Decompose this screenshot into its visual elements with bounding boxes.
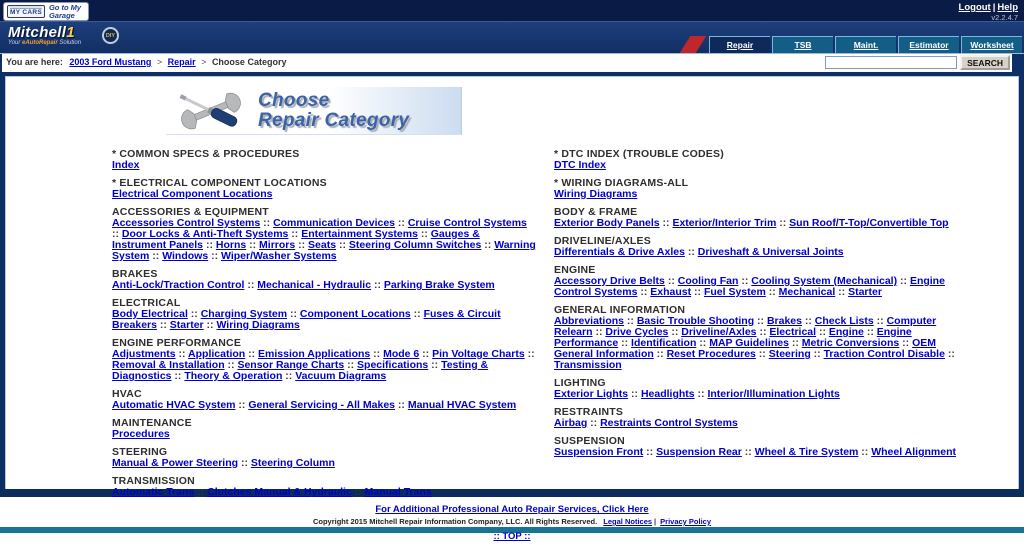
tab-label: Maint. — [853, 40, 879, 50]
category-link[interactable]: Manual Trans — [364, 486, 432, 498]
category-link[interactable]: Steering Column — [250, 457, 335, 469]
category-section — [112, 178, 536, 200]
category-links — [554, 316, 974, 371]
mitchell1-logo[interactable] — [8, 25, 81, 47]
link-separator: :: — [694, 388, 708, 400]
link-separator: :: — [260, 217, 274, 229]
category-link[interactable]: General Servicing - All Makes — [248, 399, 395, 411]
legal-notices-link[interactable]: Legal Notices — [603, 517, 653, 526]
logo-tagline: Your eAutoRepair Solution — [8, 40, 82, 46]
breadcrumb-item: Choose Category — [211, 57, 287, 67]
category-link[interactable]: Electrical — [769, 326, 817, 338]
category-section — [112, 207, 536, 262]
category-link[interactable]: Manual & Power Steering — [112, 457, 239, 469]
my-garage-button[interactable] — [3, 2, 89, 21]
category-link[interactable]: Cooling System (Mechanical) — [751, 275, 898, 287]
category-link[interactable]: Fuel System — [703, 286, 766, 298]
category-section — [554, 265, 974, 298]
category-link[interactable]: Wheel Alignment — [871, 446, 956, 458]
category-link[interactable]: Cruise Control Systems — [407, 217, 527, 229]
category-link[interactable]: Starter — [848, 286, 882, 298]
category-link[interactable]: Door Locks & Anti-Theft Systems — [121, 228, 289, 240]
category-link[interactable]: Gauges & Instrument Panels — [112, 228, 480, 251]
category-heading: * DTC INDEX (TROUBLE CODES) — [554, 148, 724, 160]
link-separator: :: — [295, 239, 309, 251]
link-separator: :: — [776, 217, 790, 229]
link-separator: :: — [419, 348, 433, 360]
category-link[interactable]: Procedures — [112, 428, 170, 440]
link-separator: :: — [208, 250, 221, 262]
tab-maint[interactable] — [835, 36, 896, 53]
page-title-line2: Repair Category — [258, 109, 410, 131]
category-link[interactable]: Interior/Illumination Lights — [707, 388, 840, 400]
link-separator: :: — [684, 246, 698, 258]
link-separator: :: — [816, 326, 829, 338]
link-separator: :: — [738, 275, 752, 287]
category-column-right — [554, 149, 974, 505]
category-link[interactable]: Engine Control Systems — [554, 275, 945, 298]
category-links — [554, 276, 974, 298]
category-link[interactable]: MAP Guidelines — [709, 337, 789, 349]
category-heading: SUSPENSION — [554, 435, 625, 447]
red-accent-stripe — [680, 36, 707, 53]
category-link[interactable]: Automatic HVAC System — [112, 399, 236, 411]
category-link[interactable]: Pin Voltage Charts — [432, 348, 525, 360]
category-link[interactable]: Anti-Lock/Traction Control — [112, 279, 245, 291]
link-separator: :: — [156, 319, 170, 331]
page-title — [258, 91, 409, 131]
link-separator: :: — [282, 370, 296, 382]
promo-link[interactable]: For Additional Professional Auto Repair Services, Click Here — [375, 504, 649, 515]
category-section — [554, 178, 974, 200]
category-heading: LIGHTING — [554, 377, 606, 389]
category-link[interactable]: Computer Relearn — [554, 315, 937, 338]
link-separator: :: — [287, 308, 300, 320]
link-separator: :: — [336, 239, 349, 251]
help-link[interactable]: Help — [997, 2, 1018, 13]
category-section — [554, 436, 974, 458]
category-heading: ENGINE PERFORMANCE — [112, 337, 242, 349]
link-separator: :: — [410, 308, 424, 320]
category-link[interactable]: Component Locations — [299, 308, 411, 320]
category-heading: ENGINE — [554, 264, 596, 276]
category-heading: GENERAL INFORMATION — [554, 304, 686, 316]
link-separator: :: — [628, 388, 641, 400]
category-link[interactable]: Metric Conversions — [801, 337, 900, 349]
logo-text: Mitchell — [8, 24, 67, 41]
page-title-banner — [166, 87, 462, 135]
category-link[interactable]: Accessories Control Systems — [112, 217, 261, 229]
category-heading: BODY & FRAME — [554, 206, 638, 218]
category-link[interactable]: Drive Cycles — [605, 326, 669, 338]
category-link[interactable]: Horns — [215, 239, 247, 251]
category-link[interactable]: Specifications — [357, 359, 429, 371]
category-heading: ELECTRICAL — [112, 297, 181, 309]
category-link[interactable]: Exhaust — [650, 286, 692, 298]
link-separator: :: — [897, 275, 910, 287]
category-links — [112, 487, 536, 498]
category-link[interactable]: Starter — [169, 319, 204, 331]
category-section — [554, 149, 974, 171]
category-link[interactable]: Clutches Manual & Hydraulic — [207, 486, 352, 498]
category-section — [112, 338, 536, 382]
link-separator: :: — [112, 228, 122, 240]
content-area — [5, 76, 1019, 498]
link-separator: :: — [203, 319, 217, 331]
category-link[interactable]: Basic Trouble Shooting — [636, 315, 755, 327]
link-separator: :: — [899, 337, 913, 349]
category-link[interactable]: Sun Roof/T-Top/Convertible Top — [789, 217, 949, 229]
category-link[interactable]: Emission Applications — [258, 348, 371, 360]
category-link[interactable]: Vacuum Diagrams — [295, 370, 387, 382]
category-link[interactable]: Fuses & Circuit Breakers — [112, 308, 501, 331]
link-separator: :: — [245, 348, 259, 360]
category-section — [112, 476, 536, 498]
category-link[interactable]: Testing & Diagnostics — [112, 359, 489, 382]
header-bar — [0, 22, 1024, 54]
category-section — [554, 207, 974, 229]
category-links — [112, 458, 536, 469]
link-separator: :: — [175, 348, 189, 360]
link-separator: :: — [524, 348, 535, 360]
category-links — [112, 309, 536, 331]
category-section — [554, 407, 974, 429]
category-links — [112, 218, 536, 262]
tab-label: Worksheet — [970, 40, 1014, 50]
search-button[interactable]: SEARCH — [960, 55, 1010, 70]
category-section — [112, 149, 536, 171]
category-link[interactable]: Steering — [768, 348, 811, 360]
category-section — [554, 305, 974, 371]
category-link[interactable]: Traction Control Disable — [823, 348, 945, 360]
category-link[interactable]: Entertainment Systems — [301, 228, 418, 240]
category-links — [554, 389, 974, 400]
link-separator: :: — [235, 399, 249, 411]
link-separator: :: — [149, 250, 163, 262]
category-link[interactable]: Communication Devices — [273, 217, 396, 229]
link-separator: :: — [755, 348, 769, 360]
category-link[interactable]: Mechanical - Hydraulic — [257, 279, 372, 291]
tab-tsb[interactable] — [772, 36, 833, 53]
category-link[interactable]: Mirrors — [259, 239, 296, 251]
category-heading: BRAKES — [112, 268, 158, 280]
link-separator: :: — [592, 326, 606, 338]
category-links — [112, 349, 536, 382]
tab-repair[interactable] — [709, 36, 770, 53]
link-separator: :: — [224, 359, 238, 371]
diy-badge: DIY — [102, 27, 119, 44]
link-separator: :: — [618, 337, 632, 349]
category-link[interactable]: Index — [112, 159, 140, 171]
link-separator: :: — [756, 326, 770, 338]
category-link[interactable]: Identification — [631, 337, 697, 349]
category-link[interactable]: Mode 6 — [383, 348, 420, 360]
page-title-line1: Choose — [258, 89, 330, 111]
link-separator: :: — [696, 337, 710, 349]
link-separator: :: — [371, 279, 384, 291]
link-separator: :: — [481, 239, 495, 251]
category-link[interactable]: Parking Brake System — [383, 279, 495, 291]
link-separator: :: — [194, 486, 208, 498]
link-separator: :: — [417, 228, 431, 240]
top-right-links — [959, 2, 1018, 22]
category-link[interactable]: Wheel & Tire System — [754, 446, 859, 458]
category-section — [112, 447, 536, 469]
footer-link-divider: | — [654, 517, 657, 526]
breadcrumb-item[interactable]: 2003 Ford Mustang — [69, 57, 152, 67]
search-input[interactable] — [825, 56, 957, 69]
top-link[interactable]: :: TOP :: — [493, 531, 531, 542]
breadcrumb — [6, 57, 286, 67]
link-separator: :: — [288, 228, 302, 240]
category-links — [112, 429, 536, 440]
tab-bar — [685, 36, 1024, 53]
link-separator: :: — [624, 315, 637, 327]
category-heading: * WIRING DIAGRAMS-ALL — [554, 177, 689, 189]
category-heading: DRIVELINE/AXLES — [554, 235, 651, 247]
category-link[interactable]: Engine Performance — [554, 326, 912, 349]
tab-label: Estimator — [909, 40, 949, 50]
category-heading: MAINTENANCE — [112, 417, 192, 429]
link-separator: :: — [765, 286, 779, 298]
breadcrumb-item[interactable]: Repair — [167, 57, 196, 67]
link-separator: :: — [664, 275, 678, 287]
category-link[interactable]: Headlights — [640, 388, 695, 400]
link-separator: :: — [587, 417, 601, 429]
link-separator: :: — [810, 348, 824, 360]
nav-tabs — [709, 36, 1024, 53]
category-link[interactable]: Charging System — [200, 308, 288, 320]
category-heading: * ELECTRICAL COMPONENT LOCATIONS — [112, 177, 327, 189]
link-separator: :: — [351, 486, 365, 498]
category-link[interactable]: Wiper/Washer Systems — [221, 250, 337, 262]
link-separator: :: — [238, 457, 251, 469]
category-links — [554, 189, 974, 200]
category-links — [112, 160, 536, 171]
category-links — [554, 418, 974, 429]
link-separator: :: — [203, 239, 216, 251]
breadcrumb-prefix: You are here: — [6, 57, 63, 67]
category-heading: RESTRAINTS — [554, 406, 624, 418]
category-link[interactable]: Electrical Component Locations — [112, 188, 273, 200]
category-link[interactable]: Driveshaft & Universal Joints — [697, 246, 844, 258]
category-link[interactable]: Wiring Diagrams — [216, 319, 300, 331]
link-separator: :: — [653, 348, 667, 360]
link-separator: :: — [835, 286, 849, 298]
category-link[interactable]: Check Lists — [814, 315, 874, 327]
top-bar — [0, 0, 1024, 22]
link-separator: :: — [171, 370, 185, 382]
category-links — [112, 189, 536, 200]
link-divider: | — [992, 2, 996, 13]
category-links — [554, 160, 974, 171]
category-heading: * COMMON SPECS & PROCEDURES — [112, 148, 300, 160]
category-link[interactable]: Mechanical — [778, 286, 836, 298]
logo-one: 1 — [66, 24, 75, 41]
tab-label: Repair — [726, 40, 754, 50]
category-link[interactable]: Transmission — [554, 359, 622, 371]
breadcrumb-separator: > — [198, 57, 209, 67]
category-heading: ACCESSORIES & EQUIPMENT — [112, 206, 269, 218]
category-link[interactable]: Engine — [828, 326, 864, 338]
link-separator: :: — [428, 359, 442, 371]
link-separator: :: — [246, 239, 260, 251]
category-link[interactable]: Suspension Rear — [656, 446, 742, 458]
link-separator: :: — [858, 446, 872, 458]
go-to-my-garage-label: Go to My Garage — [48, 2, 82, 20]
category-links — [554, 247, 974, 258]
category-links — [554, 218, 974, 229]
category-section — [554, 378, 974, 400]
link-separator: :: — [637, 286, 651, 298]
my-cars-label: MY CARS — [10, 9, 42, 16]
category-links — [112, 280, 536, 291]
category-link[interactable]: Windows — [162, 250, 209, 262]
category-column-left — [112, 149, 536, 505]
category-link[interactable]: Wiring Diagrams — [554, 188, 638, 200]
link-separator: :: — [801, 315, 815, 327]
logout-link[interactable]: Logout — [958, 2, 991, 13]
category-link[interactable]: Brakes — [766, 315, 802, 327]
link-separator: :: — [788, 337, 802, 349]
category-links — [112, 400, 536, 411]
version-label: v2.2.4.7 — [991, 13, 1018, 22]
link-separator: :: — [691, 286, 704, 298]
category-link[interactable]: DTC Index — [554, 159, 606, 171]
category-link[interactable]: Automatic Trans — [112, 486, 195, 498]
tools-icon — [174, 88, 248, 134]
category-link[interactable]: Sensor Range Charts — [237, 359, 345, 371]
category-link[interactable]: Removal & Installation — [112, 359, 225, 371]
category-link[interactable]: Suspension Front — [554, 446, 644, 458]
link-separator: :: — [395, 217, 408, 229]
link-separator: :: — [395, 399, 408, 411]
privacy-policy-link[interactable]: Privacy Policy — [660, 517, 712, 526]
category-link[interactable]: Airbag — [554, 417, 588, 429]
category-link[interactable]: OEM General Information — [554, 337, 936, 360]
category-section — [112, 418, 536, 440]
category-link[interactable]: Manual HVAC System — [407, 399, 517, 411]
tab-estimator[interactable] — [898, 36, 959, 53]
category-section — [554, 236, 974, 258]
link-separator: :: — [643, 446, 657, 458]
link-separator: :: — [863, 326, 877, 338]
category-link[interactable]: Differentials & Drive Axles — [554, 246, 685, 258]
category-section — [112, 298, 536, 331]
my-cars-plate-icon — [7, 5, 45, 18]
copyright-text: Copyright 2015 Mitchell Repair Information Company, LLC. All Rights Reserved. — [312, 517, 598, 526]
category-link[interactable]: Cooling Fan — [677, 275, 739, 287]
link-separator: :: — [754, 315, 767, 327]
link-separator: :: — [344, 359, 358, 371]
category-heading: STEERING — [112, 446, 168, 458]
link-separator: :: — [370, 348, 384, 360]
category-link[interactable]: Exterior Body Panels — [554, 217, 660, 229]
category-link[interactable]: Exterior/Interior Trim — [672, 217, 777, 229]
link-separator: :: — [741, 446, 755, 458]
category-section — [112, 269, 536, 291]
search-area — [825, 55, 1010, 70]
category-link[interactable]: Reset Procedures — [666, 348, 756, 360]
category-link[interactable]: Accessory Drive Belts — [554, 275, 665, 287]
category-link[interactable]: Restraints Control Systems — [600, 417, 738, 429]
category-link[interactable]: Steering Column Switches — [348, 239, 482, 251]
link-separator: :: — [659, 217, 673, 229]
breadcrumb-separator: > — [154, 57, 165, 67]
link-separator: :: — [873, 315, 887, 327]
category-link[interactable]: Adjustments — [112, 348, 176, 360]
category-links — [554, 447, 974, 458]
breadcrumb-row — [0, 54, 1024, 72]
category-link[interactable]: Body Electrical — [112, 308, 188, 320]
category-link[interactable]: Seats — [308, 239, 337, 251]
category-link[interactable]: Theory & Operation — [184, 370, 283, 382]
category-link[interactable]: Abbreviations — [554, 315, 625, 327]
category-link[interactable]: Driveline/Axles — [681, 326, 757, 338]
tab-label: TSB — [794, 40, 812, 50]
category-section — [112, 389, 536, 411]
category-columns — [112, 149, 1018, 505]
link-separator: :: — [244, 279, 258, 291]
category-link[interactable]: Warning System — [112, 239, 536, 262]
link-separator: :: — [944, 348, 955, 360]
content-frame — [0, 72, 1024, 498]
link-separator: :: — [668, 326, 682, 338]
tab-worksheet[interactable] — [961, 36, 1022, 53]
category-heading: TRANSMISSION — [112, 475, 195, 487]
category-heading: HVAC — [112, 388, 142, 400]
link-separator: :: — [187, 308, 201, 320]
category-link[interactable]: Application — [188, 348, 246, 360]
category-link[interactable]: Exterior Lights — [554, 388, 629, 400]
